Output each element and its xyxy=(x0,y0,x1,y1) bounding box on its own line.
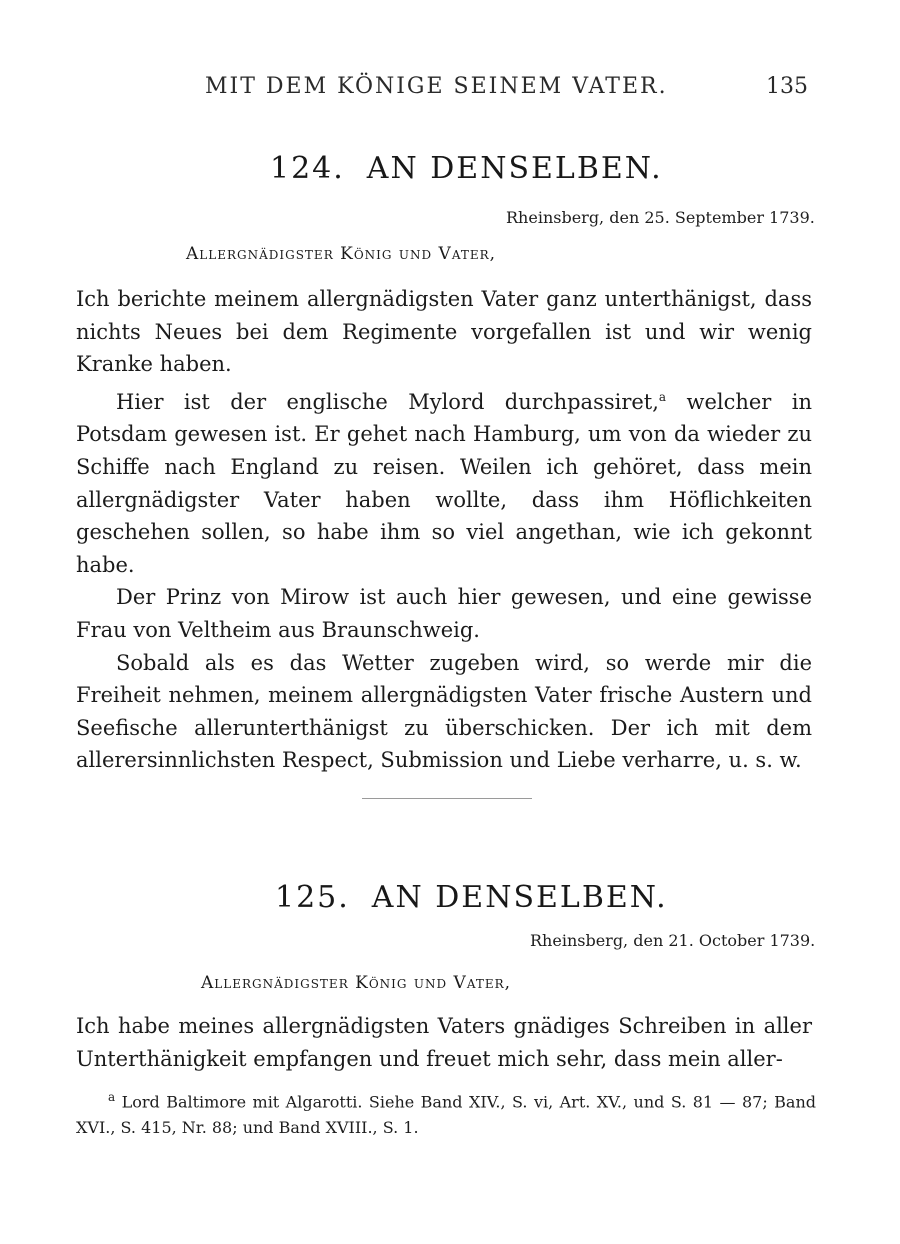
footnote-reference: a xyxy=(658,389,667,404)
letter-heading: AN DENSELBEN. xyxy=(366,151,663,186)
letter-title xyxy=(275,880,668,915)
letter-body xyxy=(76,283,812,777)
paragraph xyxy=(76,381,812,582)
running-head: MIT DEM KÖNIGE SEINEM VATER. xyxy=(205,74,668,99)
section-divider xyxy=(362,798,532,799)
dateline: Rheinsberg, den 25. September 1739. xyxy=(506,208,815,227)
footnote-marker: a xyxy=(108,1090,116,1104)
paragraph-part: Hier ist der englische Mylord durchpassiret, xyxy=(116,389,659,414)
paragraph-part: welcher in Potsdam gewesen ist. Er gehet nach Hamburg, um von da wieder zu Schiffe nach England zu reisen. Weilen ich gehöret, dass mein allergnädigster Vater haben wollte, dass ihm Höflichkeiten geschehen sollen, so habe ihm so viel angethan, wie ich gekonnt habe. xyxy=(76,389,812,577)
dateline: Rheinsberg, den 21. October 1739. xyxy=(530,931,816,950)
footnote-text: Lord Baltimore mit Algarotti. Siehe Band XIV., S. vi, Art. XV., und S. 81 — 87; Band XVI., S. 415, Nr. 88; und Band XVIII., S. 1. xyxy=(76,1092,817,1138)
paragraph: Sobald als es das Wetter zugeben wird, so werde mir die Freiheit nehmen, meinem allergnädigsten Vater frische Austern und Seefische allerunterthänigst zu überschicken. Der ich mit dem allerersinnlichsten Respect, Submission und Liebe verharre, u. s. w. xyxy=(76,650,812,773)
letter-number: 124. xyxy=(270,151,345,186)
letter-title xyxy=(270,151,663,186)
paragraph: Ich berichte meinem allergnädigsten Vater ganz unterthänigst, dass nichts Neues bei dem Regimente vorgefallen ist und wir wenig Kranke haben. xyxy=(76,287,812,377)
letter-body xyxy=(76,1010,812,1075)
footnote xyxy=(76,1084,816,1141)
letter-number: 125. xyxy=(275,880,350,915)
salutation: Allergnädigster König und Vater, xyxy=(201,973,512,993)
paragraph: Der Prinz von Mirow ist auch hier gewesen, und eine gewisse Frau von Veltheim aus Braunschweig. xyxy=(76,585,812,642)
paragraph: Ich habe meines allergnädigsten Vaters gnädiges Schreiben in aller Unterthänigkeit empfangen und freuet mich sehr, dass mein aller- xyxy=(76,1014,812,1071)
salutation: Allergnädigster König und Vater, xyxy=(186,244,497,264)
page-number: 135 xyxy=(766,74,808,99)
letter-heading: AN DENSELBEN. xyxy=(371,880,668,915)
